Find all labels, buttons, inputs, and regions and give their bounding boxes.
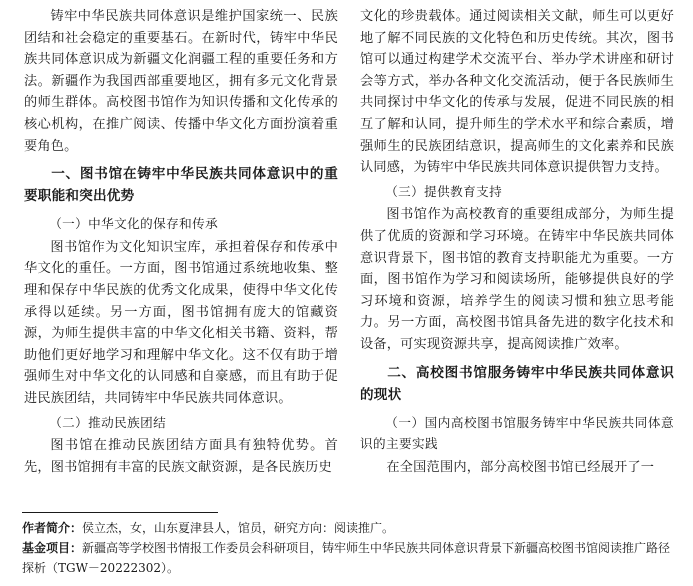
fund-text: 新疆高等学校图书情报工作委员会科研项目，铸牢师生中华民族共同体意识背景下新疆高校图书馆阅读推广路径探析（TGW－20222302）。 bbox=[22, 541, 671, 575]
section-heading-2: 二、高校图书馆服务铸牢中华民族共同体意识的现状 bbox=[360, 364, 674, 403]
left-column bbox=[24, 6, 338, 506]
section-heading-1: 一、图书馆在铸牢中华民族共同体意识中的重要职能和突出优势 bbox=[24, 166, 338, 205]
subsection-4-paragraph: 在全国范围内，部分高校图书馆已经展开了一 bbox=[386, 459, 655, 475]
right-column bbox=[360, 6, 674, 506]
footnote-divider bbox=[22, 512, 218, 513]
fund-label: 基金项目： bbox=[22, 541, 83, 555]
subsection-heading-3: （三）提供教育支持 bbox=[385, 183, 503, 199]
author-text: 侯立杰，女，山东夏津县人，馆员，研究方向：阅读推广。 bbox=[82, 521, 395, 535]
author-label: 作者简介： bbox=[22, 521, 83, 535]
intro-paragraph: 铸牢中华民族共同体意识是维护国家统一、民族团结和社会稳定的重要基石。在新时代，铸牢中华民族共同体意识成为新疆文化润疆工程的重要任务和方法。新疆作为我国西部重要地区，拥有多元文化背景的师生群体。高校图书馆作为知识传播和文化传承的核心机构，在推广阅读、传播中华文化方面扮演着重要角色。 bbox=[24, 9, 338, 154]
subsection-heading-4: （一）国内高校图书馆服务铸牢中华民族共同体意识的主要实践 bbox=[360, 414, 674, 452]
subsection-1-paragraph: 图书馆作为文化知识宝库，承担着保存和传承中华文化的重任。一方面，图书馆通过系统地收集、整理和保存中华民族的优秀文化成果，使得中华文化传承得以延续。另一方面，图书馆拥有庞大的馆藏资源，为师生提供丰富的中华文化相关书籍、资料，帮助他们更好地学习和理解中华文化。这不仅有助于增强师生对中华文化的认同感和自豪感，而且有助于促进民族团结，共同铸牢中华民族共同体意识。 bbox=[24, 239, 338, 406]
subsection-2-continued-paragraph: 文化的珍贵载体。通过阅读相关文献，师生可以更好地了解不同民族的文化特色和历史传统。其次，图书馆可以通过构建学术交流平台、举办学术讲座和研讨会等方式，举办各种文化交流活动，便于各民族师生共同探讨中华文化的传承与发展，促进不同民族的相互了解和认同，提升师生的学术水平和综合素质，增强师生的民族团结意识，提高师生的文化素养和民族认同感，为铸牢中华民族共同体意识提供智力支持。 bbox=[360, 9, 674, 176]
author-note bbox=[22, 518, 674, 538]
footnote-block bbox=[22, 518, 674, 578]
subsection-heading-2: （二）推动民族团结 bbox=[49, 414, 167, 430]
fund-note bbox=[22, 538, 674, 578]
subsection-heading-1: （一）中华文化的保存和传承 bbox=[49, 216, 219, 232]
subsection-2-paragraph: 图书馆在推动民族团结方面具有独特优势。首先，图书馆拥有丰富的民族文献资源，是各民族历史 bbox=[24, 438, 338, 475]
subsection-3-paragraph: 图书馆作为高校教育的重要组成部分，为师生提供了优质的资源和学习环境。在铸牢中华民族共同体意识背景下，图书馆的教育支持职能尤为重要。一方面，图书馆作为学习和阅读场所，能够提供良好的学习环境和资源，培养学生的阅读习惯和独立思考能力。另一方面，高校图书馆具备先进的数字化技术和设备，可实现资源共享，提高阅读推广效率。 bbox=[360, 207, 674, 352]
two-column-body bbox=[24, 6, 674, 506]
